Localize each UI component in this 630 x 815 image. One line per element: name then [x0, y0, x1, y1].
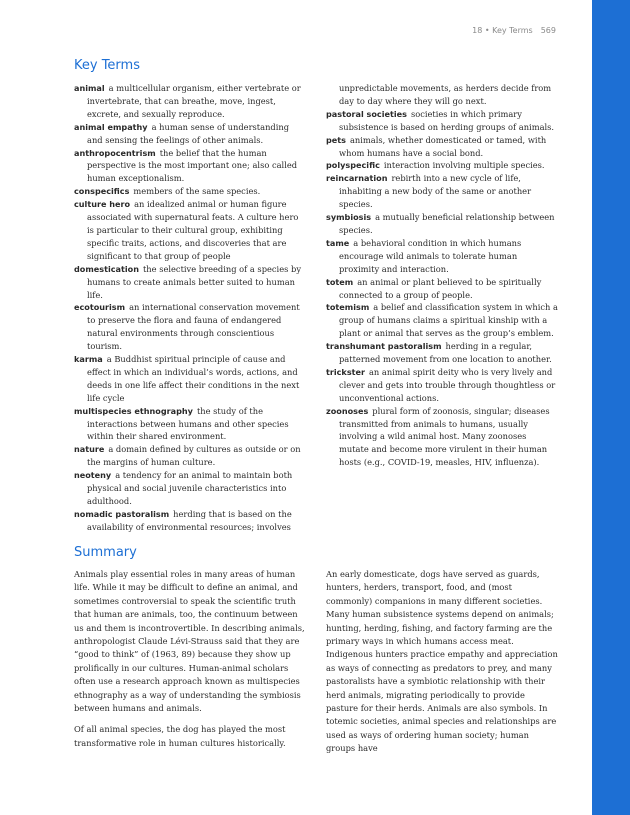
key-term-entry — [74, 121, 306, 147]
key-term-entry — [326, 159, 558, 172]
key-term-entry — [326, 340, 558, 366]
key-term-definition: a belief and classification system in which a group of humans claims a spiritual kinship with a plant or animal that serves as the group’s emblem. — [339, 302, 558, 339]
key-term-entry — [74, 508, 306, 534]
key-terms-right-column — [326, 82, 558, 469]
key-term-definition: the belief that the human perspective is the most important one; also called human exceptionalism. — [87, 147, 298, 184]
key-term-definition: a domain defined by cultures as outside or on the margins of human culture. — [87, 444, 301, 468]
key-terms-left-column — [74, 82, 306, 534]
key-term-definition: a tendency for an animal to maintain both physical and social juvenile characteristics into adulthood. — [87, 470, 293, 506]
key-term-word: anthropocentrism — [74, 147, 156, 158]
key-term-entry — [326, 108, 558, 134]
key-term-definition: interaction involving multiple species. — [383, 160, 545, 171]
key-term-word: domestication — [74, 263, 139, 274]
key-term-definition: an idealized animal or human figure associated with supernatural feats. A culture hero is particular to their cultural group, exhibiting specific traits, actions, and discoveries that are significant to that group of people — [87, 199, 299, 261]
key-term-entry — [74, 353, 306, 405]
key-term-word: animal — [74, 83, 105, 93]
key-term-word: conspecifics — [74, 186, 130, 197]
key-term-word: zoonoses — [326, 405, 369, 416]
key-term-entry — [326, 172, 558, 211]
key-term-entry — [326, 237, 558, 276]
key-term-entry — [74, 469, 306, 508]
key-term-entry — [74, 82, 306, 121]
chapter-edge-bar — [592, 0, 630, 815]
key-term-definition: a multicellular organism, either vertebrate or invertebrate, that can breathe, move, ingest, excrete, and sexually reproduce. — [87, 83, 301, 119]
key-term-entry — [326, 405, 558, 470]
summary-paragraph: Of all animal species, the dog has played the most transformative role in human cultures historically. — [74, 724, 286, 748]
key-term-definition: a mutually beneficial relationship between species. — [339, 212, 555, 235]
key-term-entry — [74, 405, 306, 444]
key-term-entry — [326, 301, 558, 340]
key-term-word: symbiosis — [326, 212, 372, 223]
key-term-word: transhumant pastoralism — [326, 341, 442, 352]
summary-paragraph: An early domesticate, dogs have served as guards, hunters, herders, transport, food, and (most commonly) companions in many different societies. Many human subsistence systems depend on animals; hunting, herding, fishing, and factory farming are the primary ways in which humans access meat. Indigenous hunters practice empathy and appreciation as ways of connecting as predators to prey, and many pastoralists have a symbiotic relationship with their herd animals, migrating periodically to provide pasture for their herds. Animals are also symbols. In totemic societies, animal species and relationships are used as ways of ordering human society; human groups have — [326, 569, 558, 754]
running-head-chapter: 18 • Key Terms — [472, 26, 533, 35]
key-term-definition: a Buddhist spiritual principle of cause and effect in which an individual’s words, actions, and deeds in one life affect their conditions in the next life cycle — [87, 354, 300, 403]
key-term-word: polyspecific — [326, 160, 380, 171]
key-term-entry — [326, 211, 558, 237]
summary-heading: Summary — [74, 545, 137, 560]
key-term-continuation: unpredictable movements, as herders decide from day to day where they will go next. — [339, 83, 552, 106]
key-term-entry — [74, 198, 306, 263]
key-term-definition: the study of the interactions between humans and other species within their shared environment. — [87, 405, 289, 442]
key-term-entry — [74, 443, 306, 469]
key-term-definition: plural form of zoonosis, singular; diseases transmitted from animals to humans, usually involving a wild animal host. Many zoonoses mutate and become more virulent in their human hosts (e.g., COVID-19, measles, HIV, influenza). — [339, 405, 550, 468]
key-term-entry — [74, 147, 306, 186]
page-number: 569 — [540, 26, 556, 35]
key-term-entry — [74, 263, 306, 302]
key-term-entry — [326, 276, 558, 302]
key-term-word: karma — [74, 354, 103, 365]
key-terms-heading: Key Terms — [74, 58, 140, 73]
key-term-word: ecotourism — [74, 302, 126, 313]
key-term-word: nature — [74, 444, 105, 455]
key-term-definition: a behavioral condition in which humans encourage wild animals to tolerate human proximity and interaction. — [339, 237, 522, 274]
key-term-definition: the selective breeding of a species by humans to create animals better suited to human life. — [87, 263, 302, 300]
key-term-entry — [74, 301, 306, 353]
key-term-word: multispecies ethnography — [74, 405, 193, 416]
key-term-definition: an animal spirit deity who is very lively and clever and gets into trouble through thoughtless or unconventional actions. — [339, 366, 556, 403]
key-term-word: pets — [326, 134, 346, 145]
summary-right-column — [326, 568, 558, 764]
key-term-entry — [74, 185, 306, 198]
running-head — [472, 26, 556, 35]
key-term-word: tame — [326, 237, 350, 248]
key-term-definition: societies in which primary subsistence is based on herding groups of animals. — [339, 108, 555, 132]
key-term-entry — [326, 134, 558, 160]
key-term-definition: herding that is based on the availability of environmental resources; involves — [87, 508, 292, 532]
key-term-word: totemism — [326, 302, 370, 313]
key-term-word: culture hero — [74, 199, 131, 210]
key-term-definition: herding in a regular, patterned movement from one location to another. — [339, 341, 552, 365]
key-term-definition: rebirth into a new cycle of life, inhabiting a new body of the same or another species. — [339, 173, 532, 210]
key-term-word: neoteny — [74, 470, 112, 481]
summary-paragraph: Animals play essential roles in many areas of human life. While it may be difficult to define an animal, and sometimes controversial to speak the scientific truth that human are animals, too, the continuum between us and them is incontrovertible. In describing animals, anthropologist Claude Lévi-Strauss said that they are “good to think” of (1963, 89) because they show up prolifically in our cultures. Human-animal scholars often use a research approach known as multispecies ethnography as a way of understanding the symbiosis between humans and animals. — [74, 569, 305, 714]
key-term-word: trickster — [326, 366, 365, 377]
key-term-definition: members of the same species. — [133, 186, 261, 197]
key-term-word: pastoral societies — [326, 108, 407, 119]
key-term-definition: an animal or plant believed to be spiritually connected to a group of people. — [339, 276, 542, 300]
key-term-definition: an international conservation movement to preserve the flora and fauna of endangered natural environments through conscientious tourism. — [87, 302, 300, 352]
key-term-definition: a human sense of understanding and sensing the feelings of other animals. — [87, 121, 290, 145]
key-term-entry — [326, 366, 558, 405]
key-term-word: totem — [326, 276, 354, 287]
summary-left-column — [74, 568, 306, 758]
key-term-word: animal empathy — [74, 121, 148, 132]
key-term-definition: animals, whether domesticated or tamed, with whom humans have a social bond. — [339, 134, 547, 158]
key-term-word: nomadic pastoralism — [74, 508, 170, 519]
key-term-word: reincarnation — [326, 173, 388, 184]
